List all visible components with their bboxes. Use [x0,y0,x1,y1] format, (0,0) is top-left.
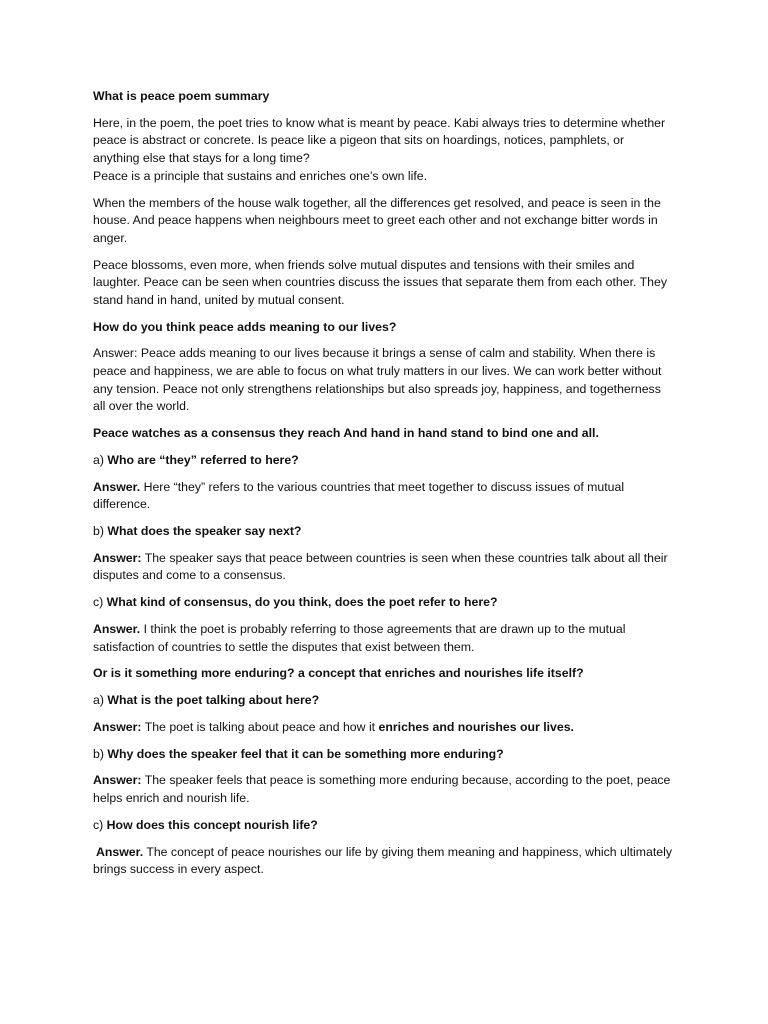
extract-2-question-b [93,746,674,764]
summary-p1-line1: Here, in the poem, the poet tries to know what is meant by peace. Kabi always tries to determine whether peace is abstract or concrete. Is peace like a pigeon that sits on hoardings, notices, pamphlets, or anything else that stays for a long time? [93,115,666,165]
question-meaning: How do you think peace adds meaning to our lives? [93,319,397,334]
question-prefix: b) [93,746,108,761]
answer-text: I think the poet is probably referring to those agreements that are drawn up to the mutual satisfaction of countries to settle the disputes that exist between them. [93,621,626,654]
question-prefix: b) [93,523,108,538]
extract-1-quote: Peace watches as a consensus they reach And hand in hand stand to bind one and all. [93,426,599,441]
extract-1-answer-b [93,550,674,585]
summary-paragraph-3: Peace blossoms, even more, when friends solve mutual disputes and tensions with their smiles and laughter. Peace can be seen when countries discuss the issues that separate them from each other. They stand hand in hand, united by mutual consent. [93,257,667,307]
question-text: What kind of consensus, do you think, does the poet refer to here? [106,595,498,610]
question-prefix: c) [93,817,107,832]
extract-2-question-a [93,692,674,710]
summary-heading: What is peace poem summary [93,89,270,103]
extract-1-question-c [93,594,674,612]
question-text: How does this concept nourish life? [106,817,318,832]
summary-paragraph-2: When the members of the house walk together, all the differences get resolved, and peace is seen in the house. And peace happens when neighbours meet to greet each other and not exchange bitter words in anger. [93,195,661,245]
answer-text: The concept of peace nourishes our life by giving them meaning and happiness, which ultimately brings success in every aspect. [93,844,672,877]
answer-text: The speaker feels that peace is something more enduring because, according to the poet, peace helps enrich and nourish life. [93,773,671,805]
answer-text: The speaker says that peace between countries is seen when these countries talk about all their disputes and come to a consensus. [93,550,668,583]
question-text: What is the poet talking about here? [107,693,320,708]
answer-label: Answer. [93,621,141,636]
question-text: Who are “they” referred to here? [107,452,299,467]
answer-label: Answer: [93,550,142,565]
answer-label: Answer. [93,844,144,859]
extract-2-quote: Or is it something more enduring? a concept that enriches and nourishes life itself? [93,666,584,681]
answer-emphasis: enriches and nourishes our lives. [378,719,574,734]
question-text: Why does the speaker feel that it can be something more enduring? [107,746,504,761]
answer-label: Answer: [93,773,142,788]
extract-1-question-a [93,452,674,470]
question-prefix: a) [93,452,108,467]
extract-2-answer-c [93,844,674,879]
question-text: What does the speaker say next? [107,523,302,538]
extract-1-answer-c [93,621,674,656]
extract-1-question-b [93,523,674,541]
answer-text: Here “they” refers to the various countries that meet together to discuss issues of mutual difference. [93,479,625,512]
summary-paragraph-1 [93,115,674,185]
question-prefix: c) [93,595,107,610]
summary-p1-line2: Peace is a principle that sustains and enriches one’s own life. [93,168,428,183]
extract-2-answer-a [93,719,674,737]
answer-label: Answer: [93,719,142,734]
answer-meaning: Answer: Peace adds meaning to our lives because it brings a sense of calm and stability. When there is peace and happiness, we are able to focus on what truly matters in our lives. We can work better without any tension. Peace not only strengthens relationships but also spreads joy, happiness, and togetherness all over the world. [93,346,662,414]
question-prefix: a) [93,693,108,708]
extract-2-question-c [93,817,674,835]
answer-label: Answer. [93,479,141,494]
extract-1-answer-a [93,479,674,514]
extract-2-answer-b [93,772,674,807]
answer-text: The poet is talking about peace and how it [141,719,379,734]
